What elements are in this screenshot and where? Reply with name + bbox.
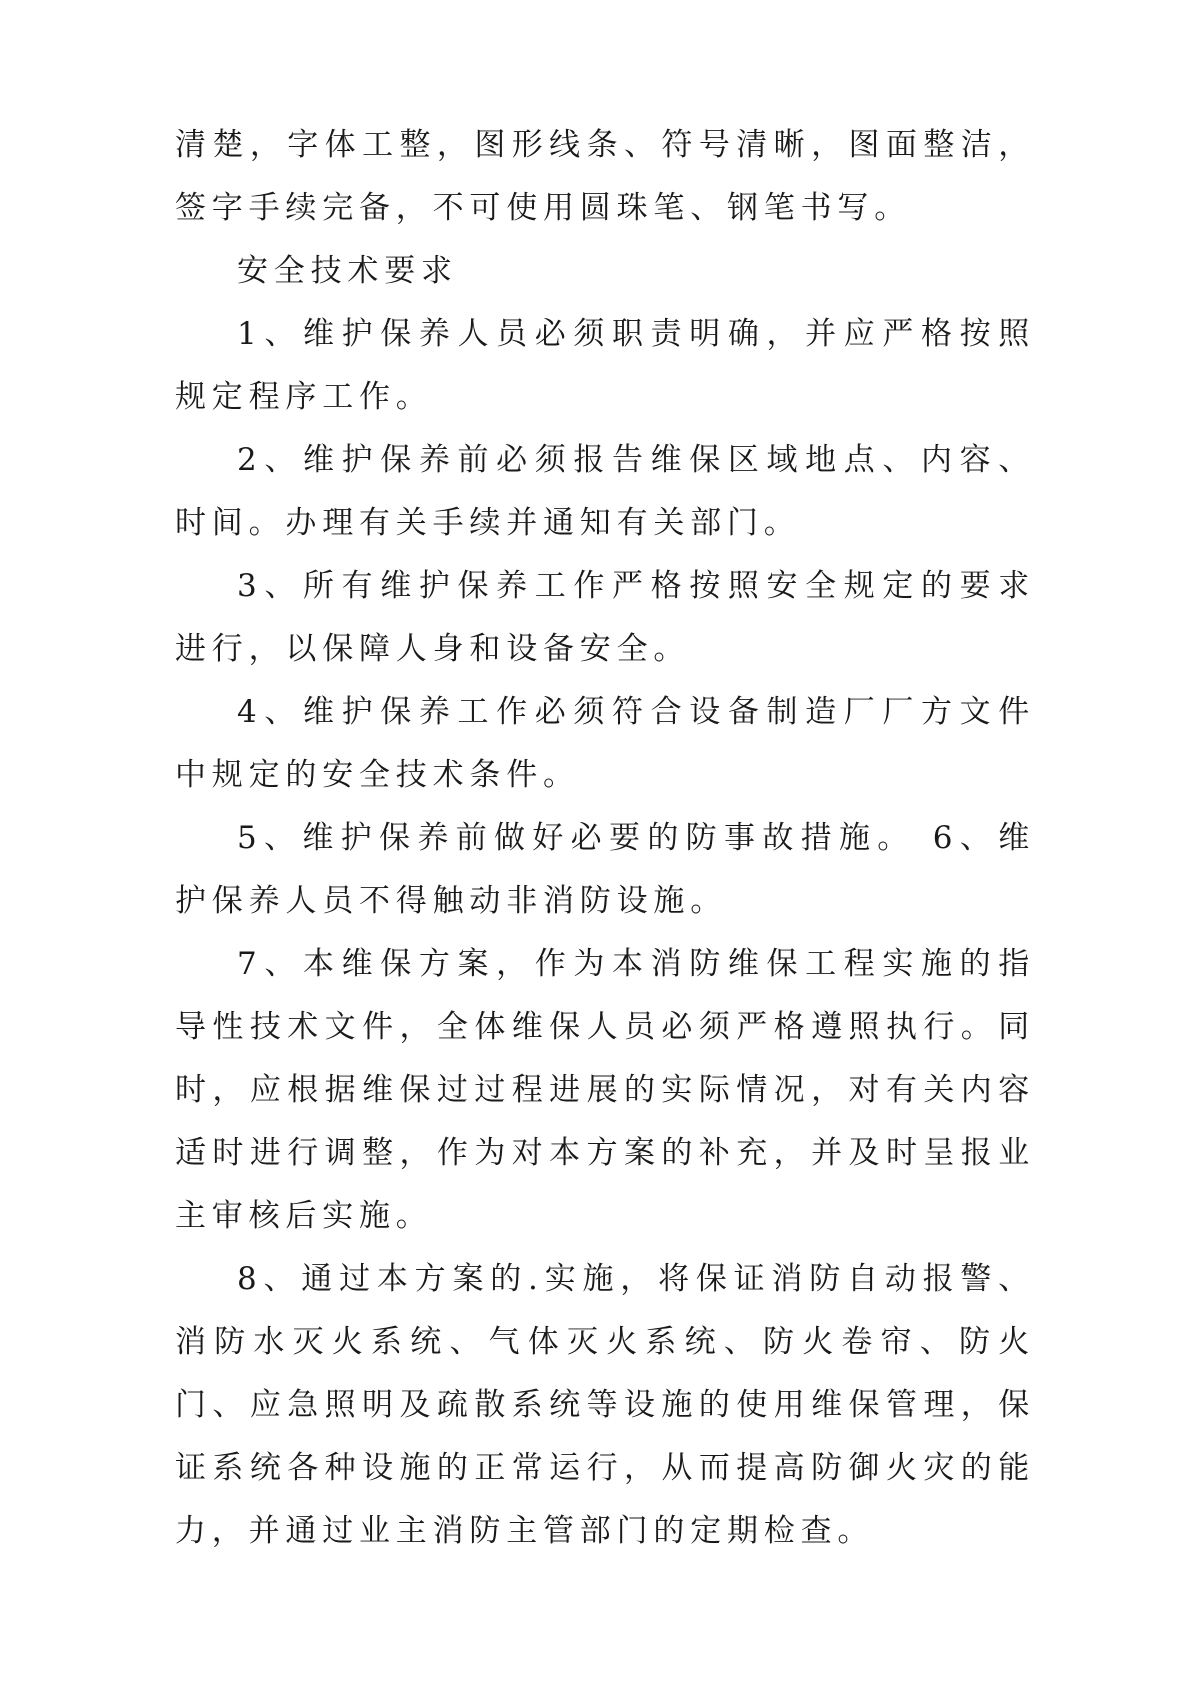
list-item: 3、所有维护保养工作严格按照安全规定的要求进行，以保障人身和设备安全。	[175, 568, 1035, 667]
document-page	[175, 114, 1035, 1563]
list-item: 4、维护保养工作必须符合设备制造厂厂方文件中规定的安全技术条件。	[175, 694, 1035, 793]
list-item: 8、通过本方案的.实施，将保证消防自动报警、消防水灭火系统、气体灭火系统、防火卷帘、防火门、应急照明及疏散系统等设施的使用维保管理，保证系统各种设施的正常运行，从而提高防御火灾的能力，并通过业主消防主管部门的定期检查。	[175, 1261, 1035, 1549]
list-item: 2、维护保养前必须报告维保区域地点、内容、时间。办理有关手续并通知有关部门。	[175, 442, 1035, 541]
list-item: 7、本维保方案，作为本消防维保工程实施的指导性技术文件，全体维保人员必须严格遵照执行。同时，应根据维保过过程进展的实际情况，对有关内容适时进行调整，作为对本方案的补充，并及时呈报业主审核后实施。	[175, 946, 1035, 1234]
list-item: 5、维护保养前做好必要的防事故措施。 6、维护保养人员不得触动非消防设施。	[175, 820, 1035, 919]
list-item: 1、维护保养人员必须职责明确，并应严格按照规定程序工作。	[175, 316, 1035, 415]
paragraph-continuation: 清楚，字体工整，图形线条、符号清晰，图面整洁，签字手续完备，不可使用圆珠笔、钢笔书写。	[175, 127, 1035, 226]
section-heading: 安全技术要求	[237, 253, 458, 289]
